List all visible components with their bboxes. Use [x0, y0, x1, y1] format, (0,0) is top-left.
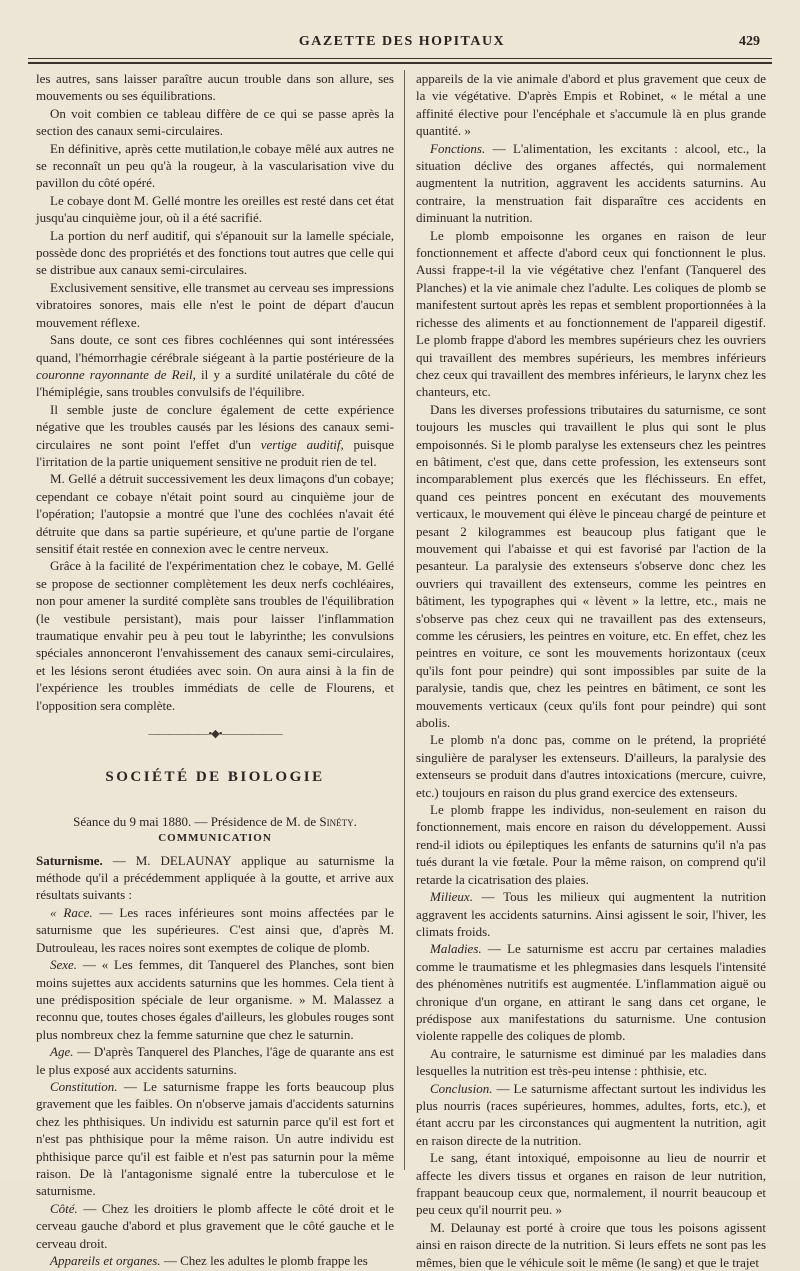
communication-heading: COMMUNICATION: [158, 832, 272, 845]
paragraph: [36, 331, 394, 401]
paragraph: [416, 140, 766, 227]
text-run: , il y a surdité unilatérale du côté de l'hémiplégie, sans troubles convulsifs de l'équilibre.: [36, 366, 394, 400]
paragraph: [416, 1080, 766, 1150]
paragraph: M. Gellé a détruit successivement les deux limaçons d'un cobaye; cependant ce cobaye n'était point sourd au cinquième jour de l'opération; l'autopsie a montré que l'une des cochlées n'avait été détruite que dans sa partie supérieure, et qu'une partie de l'organe sensitif était restée en connexion avec le centre nerveux.: [36, 471, 394, 556]
rubric-label: Sexe.: [50, 957, 78, 973]
paragraph: [36, 852, 394, 904]
paragraph: Au contraire, le saturnisme est diminué par les maladies dans lesquelles la nutrition est très-peu intense : phthisie, etc.: [416, 1045, 766, 1079]
text-run: — Le saturnisme frappe les forts beaucoup plus gravement que les faibles. On n'observe jamais d'accidents saturnins chez les phthisiques. Un individu est saturnin parce qu'il est fort et n'est pas phthisique pour la même raison. Un autre individu est phthisique parce qu'il est faible et n'est pas saturnin pour la même raison. De là l'antagonisme signalé entre la tuberculose et le saturnisme.: [36, 1078, 394, 1199]
text-run: — Les races inférieures sont moins affectées par le saturnisme que les supérieures. C'est ainsi que, d'après M. Dutrouleau, les races noires sont exemptes de colique de plomb.: [36, 904, 394, 955]
text-run: — L'alimentation, les excitants : alcool, etc., la situation déclive des organes affectés, qui normalement augmentent la nutrition, aggravent les accidents saturnins. Au contraire, la menstruation fait disparaître ces accidents en diminuant la nutrition.: [416, 140, 766, 226]
text-run: — Le saturnisme affectant surtout les individus les plus nourris (races supérieures, hommes, adultes, forts, etc.), et étant accru par les circonstances qui augmentent la nutrition, agit en raison directe de la nutrition.: [416, 1080, 766, 1148]
paragraph: les autres, sans laisser paraître aucun trouble dans son allure, ses mouvements ou ses équilibrations.: [36, 71, 394, 104]
text-run: — Tous les milieux qui augmentent la nutrition aggravent les accidents saturnins. Ainsi agissent le soir, l'hiver, les climats froids.: [416, 889, 766, 939]
paragraph: Le cobaye dont M. Gellé montre les oreilles est resté dans cet état jusqu'au cinquième jour, où il a été sacrifié.: [36, 192, 394, 226]
rubric-label: Côté.: [50, 1200, 78, 1216]
author-name: — M. DELAUNAY: [112, 852, 232, 868]
paragraph: [36, 956, 394, 1043]
text-run: Il semble juste de conclure également de cette expérience négative que les troubles causés par les lésions des canaux semi-circulaires ne sont point l'effet d'un: [36, 401, 394, 452]
paragraph: [36, 401, 394, 471]
paragraph: [36, 1043, 394, 1078]
paragraph: Le plomb empoisonne les organes en raison de leur fonctionnement et affecte d'abord ceux qui fonctionnent le plus. Aussi frappe-t-il la vie végétative chez l'enfant (Tanquerel des Planches) et la vie animale chez l'adulte. Les coliques de plomb se manifestent surtout après les repas et semblent proportionnées à la richesse des aliments et au fonctionnement de l'appareil digestif. Le plomb frappe d'abord les membres supérieurs chez les ouvriers qui travaillent des membres supérieurs, les membres inférieurs chez ceux qui travaillent des membres inférieurs, le larynx chez les chanteurs, etc.: [416, 227, 766, 400]
paragraph: Exclusivement sensitive, elle transmet au cerveau ses impressions vibratoires sonores, mais elle n'est le point de départ d'aucun mouvement réflexe.: [36, 279, 394, 330]
paragraph: [36, 1200, 394, 1252]
paragraph: On voit combien ce tableau diffère de ce qui se passe après la section des canaux semi-circulaires.: [36, 105, 394, 139]
rubric-label: Age.: [50, 1044, 74, 1060]
rubric-label: Fonctions.: [430, 140, 486, 156]
text-run: , puisque l'irritation de la partie uniquement sensitive ne produit rien de tel.: [36, 436, 394, 469]
paragraph: Grâce à la facilité de l'expérimentation chez le cobaye, M. Gellé se propose de sectionner complètement les deux nerfs cochléaires, non pour amener la surdité complète sans troubles de l'équilibration (le vestibule persistant), mais pour laisser l'inflammation traumatique envahir peu à peu tout le labyrinthe; les convulsions spéciales annonceront l'envahissement des canaux semi-circulaires, et les lésions seront étudiées avec soin. On aura ainsi à la fin de l'expérience les troubles immédiats de celle de Flourens, et l'opposition sera complète.: [36, 558, 394, 713]
rubric-label: Appareils et organes.: [50, 1253, 161, 1268]
italic-term: vertige auditif: [260, 436, 341, 452]
text-run: Séance du 9 mai 1880. — Présidence de M. de: [73, 813, 320, 829]
header-rule-double: [28, 62, 772, 64]
text-run: applique au saturnisme la méthode qu'il a précédemment appliquée à la goutte, et arrive aux résultats suivants :: [36, 852, 394, 903]
right-column: [416, 70, 766, 1271]
rubric-label: Milieux.: [430, 889, 473, 905]
left-column: [36, 70, 394, 1269]
paragraph: Dans les diverses professions tributaires du saturnisme, ce sont toujours les muscles qui travaillent le plus qui sont le plus empoisonnés. Si le plomb paralyse les extenseurs chez les peintres en bâtiment, c'est que, dans cette profession, les extenseurs sont incomparablement plus exercés que les fléchisseurs. En effet, quand ces peintres poncent en exécutant des mouvements verticaux, le mouvement qui élève le pinceau chargé de peinture et pesant 2 kilogrammes est beaucoup plus fatigant que le mouvement qui l'abaisse et qui est favorisé par l'action de la pesanteur. La paralysie des extenseurs s'observe donc chez les ouvriers qui travaillent des extenseurs, comme les peintres en bâtiment, les typographes qui « lèvent » la lettre, etc., mais ne s'observe pas chez ceux qui ne travaillent pas des extenseurs, comme les cérusiers, les peintres en voiture, etc. En effet, chez les peintres en voiture, ce sont les mouvements horizontaux (ceux qu'ils font pour peindre) qui sont impossibles par suite de la paralysie, tandis que, chez les peintres en bâtiment, ce sont les mouvements verticaux (ceux qu'ils font pour peindre) qui sont abolis.: [416, 401, 766, 731]
rubric-label: Maladies.: [430, 941, 482, 957]
paragraph: [416, 888, 766, 940]
text-run: — Chez les droitiers le plomb affecte le côté droit et le cerveau gauche d'abord et plus gravement que le côté gauche et le cerveau droit.: [36, 1200, 394, 1251]
president-name: Sinéty: [319, 813, 354, 829]
text-run: — Chez les adultes le plomb frappe les: [160, 1253, 368, 1268]
paragraph: M. Delaunay est porté à croire que tous les poisons agissent ainsi en raison directe de la nutrition. Si leurs effets ne sont pas les mêmes, bien que le véhicule soit le même (le sang) et que le trajet: [416, 1219, 766, 1270]
paragraph: [36, 904, 394, 956]
rubric-label: « Race.: [50, 904, 93, 920]
text-run: Sans doute, ce sont ces fibres cochléennes qui sont intéressées quand, l'hémorrhagie cérébrale siégeant à la partie postérieure de la: [36, 332, 394, 365]
text-run: .: [353, 813, 357, 829]
session-line: [36, 813, 394, 830]
paragraph: appareils de la vie animale d'abord et plus gravement que ceux de la vie végétative. D'après Empis et Robinet, « le métal a une affinité élective pour l'encéphale et s'accumule là en plus grande quantité. »: [416, 71, 766, 139]
section-title: SOCIÉTÉ DE BIOLOGIE: [105, 769, 325, 786]
text-run: — « Les femmes, dit Tanquerel des Planches, sont bien moins sujettes aux accidents saturnins que les hommes. Cela tient à une prédisposition spéciale de leur organisme. » M. Malassez a reconnu que, toutes choses égales d'ailleurs, les globules rouges sont plus nombreux chez la femme saturnine que chez le saturnin.: [36, 957, 394, 1042]
paragraph: Le sang, étant intoxiqué, empoisonne au lieu de nourrir et affecte les divers tissus et organes en raison de leur nutrition, frappant beaucoup ceux que, normalement, il nourrit beaucoup et peu ceux qu'il nourrit peu. »: [416, 1150, 766, 1218]
paragraph: En définitive, après cette mutilation,le cobaye mêlé aux autres ne se reconnaît un peu qu'à la rougeur, à la vascularisation vive du pavillon du côté opéré.: [36, 140, 394, 191]
subject-title: Saturnisme.: [36, 852, 103, 868]
rubric-label: Conclusion.: [430, 1080, 493, 1096]
paragraph: [416, 940, 766, 1044]
rubric-label: Constitution.: [50, 1078, 118, 1094]
paragraph: [36, 1078, 394, 1200]
paragraph: Le plomb frappe les individus, non-seulement en raison du fonctionnement, mais encore en raison du développement. Aussi rend-il idiots ou épileptiques les enfants de saturnins qu'il n'a pas tués durant la vie fœtale. Pour la même raison, on comprend qu'il retarde la cicatrisation des plaies.: [416, 802, 766, 887]
italic-term: couronne rayonnante de Reil: [36, 366, 193, 382]
text-run: — Le saturnisme est accru par certaines maladies comme le traumatisme et les phlegmasies dans lesquels l'intensité des phénomènes nutritifs est augmentée. L'inflammation aiguë ou chronique d'un organe, en attirant le sang dans cet organe, le prédispose aux manifestations du saturnisme. Une contusion violente rappelle des coliques de plomb.: [416, 941, 766, 1044]
page-header: [40, 28, 764, 58]
text-run: — D'après Tanquerel des Planches, l'âge de quarante ans est le plus exposé aux accidents saturnins.: [36, 1044, 394, 1077]
paragraph: La portion du nerf auditif, qui s'épanouit sur la lamelle spéciale, possède donc des propriétés et des fonctions tout autres que celle qui se distribue aux canaux semi-circulaires.: [36, 227, 394, 278]
journal-title: GAZETTE DES HOPITAUX: [298, 34, 506, 49]
paragraph: [36, 1252, 394, 1269]
column-divider: [404, 70, 405, 1170]
page-number: 429: [739, 34, 760, 49]
header-rule: [28, 58, 772, 59]
section-ornament: ——————•◆•——————: [148, 728, 282, 741]
paragraph: Le plomb n'a donc pas, comme on le prétend, la propriété singulière de paralyser les extenseurs. D'ailleurs, la paralysie des extenseurs se produit dans d'autres intoxications (mercure, cuivre, etc.) toujours en raison du plus grand exercice des extenseurs.: [416, 732, 766, 800]
